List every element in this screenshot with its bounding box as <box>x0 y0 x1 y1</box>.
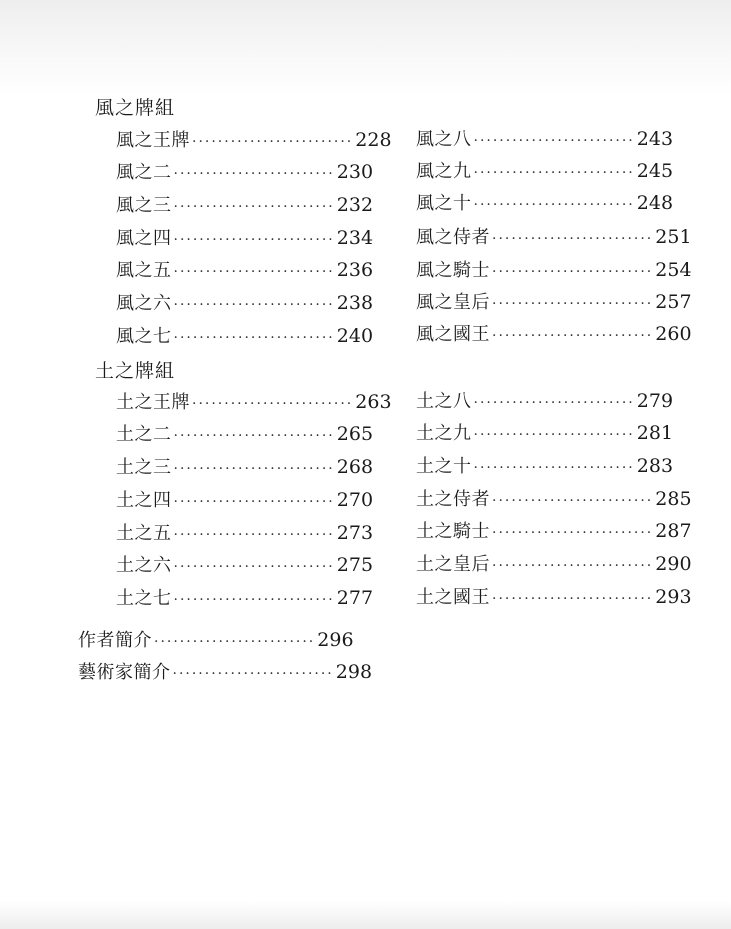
entry-page: 287 <box>655 520 692 542</box>
toc-entry <box>416 418 674 448</box>
toc-entry <box>416 319 692 349</box>
leader-dots: ························· <box>154 634 316 650</box>
leader-dots: ························· <box>492 493 654 509</box>
scan-shadow-bottom <box>0 901 731 929</box>
entry-page: 232 <box>336 194 374 216</box>
leader-dots: ························· <box>492 525 654 541</box>
entry-page: 290 <box>655 553 692 575</box>
toc-entry <box>416 124 674 154</box>
toc-entry <box>416 484 692 514</box>
toc-entry <box>416 156 674 186</box>
toc-entry <box>416 451 674 481</box>
toc-entry <box>116 321 374 351</box>
entry-label: 風之十 <box>416 193 472 214</box>
entry-page: 260 <box>655 323 692 345</box>
entry-page: 283 <box>636 455 674 477</box>
leader-dots: ························· <box>173 166 335 182</box>
leader-dots: ························· <box>173 461 335 477</box>
entry-label: 土之七 <box>116 588 172 609</box>
scan-shadow-top <box>0 0 731 95</box>
toc-entry <box>116 157 374 187</box>
entry-page: 245 <box>636 160 674 182</box>
entry-page: 281 <box>636 422 674 444</box>
entry-page: 277 <box>336 587 374 609</box>
leader-dots: ························· <box>473 395 635 411</box>
entry-label: 風之八 <box>416 129 472 150</box>
leader-dots: ························· <box>492 296 654 312</box>
entry-label: 土之國王 <box>416 587 490 608</box>
entry-page: 273 <box>336 522 374 544</box>
entry-page: 254 <box>655 259 692 281</box>
leader-dots: ························· <box>492 328 654 344</box>
entry-page: 285 <box>655 488 692 510</box>
toc-entry <box>116 452 374 482</box>
leader-dots: ························· <box>172 666 334 682</box>
entry-label: 風之國王 <box>416 324 490 345</box>
toc-entry-artist <box>78 657 373 687</box>
entry-label: 風之七 <box>116 326 172 347</box>
toc-entry <box>116 288 374 318</box>
entry-page: 236 <box>336 259 374 281</box>
entry-page: 248 <box>636 192 674 214</box>
toc-entry <box>416 516 692 546</box>
entry-label: 土之王牌 <box>116 392 190 413</box>
entry-page: 265 <box>336 423 374 445</box>
toc-entry <box>116 223 374 253</box>
toc-entry <box>116 190 374 220</box>
entry-label: 作者簡介 <box>78 630 152 651</box>
entry-label: 風之王牌 <box>116 130 190 151</box>
leader-dots: ························· <box>173 559 335 575</box>
leader-dots: ························· <box>173 199 335 215</box>
leader-dots: ························· <box>173 592 335 608</box>
entry-label: 土之四 <box>116 490 172 511</box>
entry-page: 293 <box>655 586 692 608</box>
leader-dots: ························· <box>173 297 335 313</box>
leader-dots: ························· <box>173 232 335 248</box>
entry-page: 234 <box>336 227 374 249</box>
entry-label: 土之十 <box>416 456 472 477</box>
entry-label: 土之五 <box>116 523 172 544</box>
entry-label: 風之皇后 <box>416 292 490 313</box>
entry-label: 土之三 <box>116 457 172 478</box>
section-heading-air: 風之牌組 <box>95 97 176 119</box>
entry-page: 228 <box>355 129 392 151</box>
entry-label: 土之皇后 <box>416 554 490 575</box>
entry-page: 275 <box>336 554 374 576</box>
entry-label: 土之二 <box>116 424 172 445</box>
leader-dots: ························· <box>173 527 335 543</box>
toc-entry <box>116 518 374 548</box>
toc-entry <box>116 583 374 613</box>
toc-entry <box>116 387 392 417</box>
entry-page: 270 <box>336 489 374 511</box>
entry-page: 257 <box>655 291 692 313</box>
entry-page: 296 <box>317 629 354 651</box>
entry-label: 藝術家簡介 <box>78 662 171 683</box>
entry-label: 風之二 <box>116 162 172 183</box>
toc-entry <box>416 386 674 416</box>
entry-page: 263 <box>355 391 392 413</box>
toc-entry <box>116 419 374 449</box>
leader-dots: ························· <box>492 558 654 574</box>
toc-entry <box>116 550 374 580</box>
leader-dots: ························· <box>473 460 635 476</box>
leader-dots: ························· <box>173 428 335 444</box>
entry-page: 268 <box>336 456 374 478</box>
entry-label: 風之騎士 <box>416 260 490 281</box>
entry-label: 風之四 <box>116 228 172 249</box>
entry-page: 230 <box>336 161 374 183</box>
toc-entry <box>416 255 692 285</box>
entry-label: 風之六 <box>116 293 172 314</box>
toc-entry <box>416 188 674 218</box>
toc-entry <box>116 485 374 515</box>
entry-label: 土之九 <box>416 423 472 444</box>
toc-entry <box>416 222 692 252</box>
entry-page: 298 <box>335 661 373 683</box>
entry-page: 238 <box>336 292 374 314</box>
entry-label: 土之侍者 <box>416 489 490 510</box>
toc-entry-author <box>78 625 354 655</box>
leader-dots: ························· <box>192 396 354 412</box>
entry-label: 土之八 <box>416 391 472 412</box>
entry-label: 土之騎士 <box>416 521 490 542</box>
leader-dots: ························· <box>473 165 635 181</box>
leader-dots: ························· <box>173 494 335 510</box>
leader-dots: ························· <box>473 133 635 149</box>
toc-entry <box>416 287 692 317</box>
leader-dots: ························· <box>173 330 335 346</box>
entry-label: 風之三 <box>116 195 172 216</box>
leader-dots: ························· <box>492 231 654 247</box>
leader-dots: ························· <box>192 134 354 150</box>
entry-label: 風之侍者 <box>416 227 490 248</box>
entry-page: 251 <box>655 226 692 248</box>
entry-label: 風之五 <box>116 260 172 281</box>
entry-page: 243 <box>636 128 674 150</box>
section-heading-earth: 土之牌組 <box>95 360 176 382</box>
leader-dots: ························· <box>173 264 335 280</box>
leader-dots: ························· <box>492 591 654 607</box>
toc-entry <box>116 125 392 155</box>
entry-label: 風之九 <box>416 161 472 182</box>
toc-entry <box>416 582 692 612</box>
entry-page: 279 <box>636 390 674 412</box>
toc-entry <box>416 549 692 579</box>
leader-dots: ························· <box>473 427 635 443</box>
leader-dots: ························· <box>473 197 635 213</box>
entry-page: 240 <box>336 325 374 347</box>
toc-entry <box>116 255 374 285</box>
entry-label: 土之六 <box>116 555 172 576</box>
leader-dots: ························· <box>492 264 654 280</box>
